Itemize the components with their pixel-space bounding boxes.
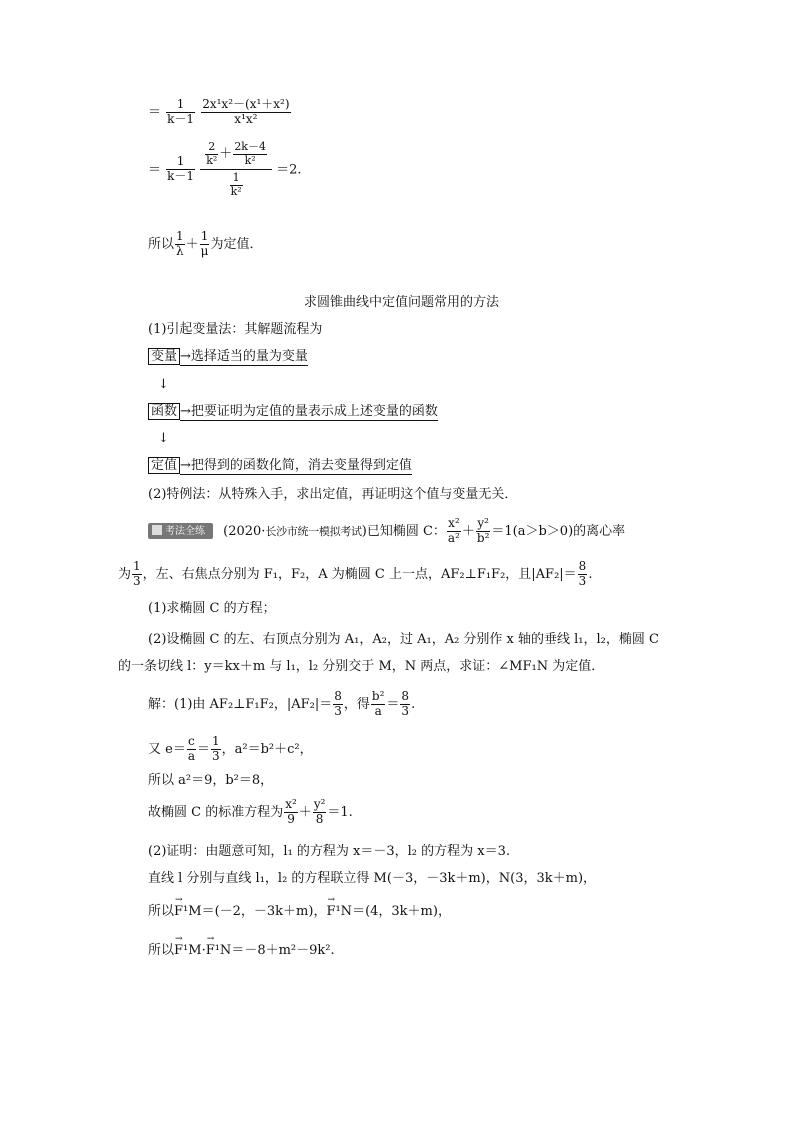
badge-icon bbox=[152, 525, 162, 535]
solution-line-8: 所以→ F¹M·→ F¹N＝－8＋m²－9k². bbox=[148, 944, 335, 957]
vector-f1n: → F¹N bbox=[326, 905, 352, 918]
conclusion-line: 所以 $\frac{1}{\lambda}$ ＋ $\frac{1}{\mu}$ 为定值． bbox=[148, 229, 263, 258]
flow-arrow-down-icon: ↓ bbox=[158, 431, 169, 446]
result-value: ＝2. bbox=[276, 162, 302, 178]
method-item-2: (2)特例法：从特殊入手，求出定值，再证明这个值与变量无关． bbox=[148, 487, 518, 502]
fraction-1-over-k-minus-1: $\frac{1}{k-1}$ bbox=[167, 154, 195, 184]
flow-step-variable: 变量 →选择适当的量为变量 bbox=[148, 350, 308, 363]
exercise-badge: 考法全练 bbox=[148, 523, 213, 539]
fraction-x-expression: $\frac{\text{2x¹x²－(x¹＋x²)}}{\text{x¹x²}}$ bbox=[202, 97, 290, 126]
solution-line-4: 故椭圆 C 的标准方程为 $\frac{\text{x²}}{9}$ ＋ $\frac{\text{y²}}{8}$ ＝1. bbox=[148, 797, 353, 826]
question-2-line-1: (2)设椭圆 C 的左、右顶点分别为 A₁，A₂，过 A₁，A₂ 分别作 x 轴的垂线 l₁，l₂，椭圆 C bbox=[148, 632, 659, 647]
equals-sign: ＝ bbox=[148, 162, 162, 178]
complex-fraction-denominator: $\frac{1}{\text{k²}}$ bbox=[230, 171, 242, 198]
vector-f1n: → F¹N bbox=[206, 944, 232, 957]
exercise-line-1: 考法全练 (2020·长沙市统一模拟考试)已知椭圆 C： $\frac{\text{x²}}{\text{a²}}$ ＋ $\frac{\text{y²}}{\text{b²}}$ ＝1(a＞b＞0)的离心率 bbox=[148, 517, 625, 546]
solution-line-2: 又 e＝ $\frac{c}{a}$ ＝ $\frac{1}{3}$ ，a²＝b²＋c²， bbox=[148, 734, 313, 763]
equals-sign: ＝ bbox=[148, 104, 162, 120]
vector-f1m: → F¹M bbox=[174, 944, 202, 957]
flow-step-function: 函数 →把要证明为定值的量表示成上述变量的函数 bbox=[148, 405, 438, 418]
flow-arrow-down-icon: ↓ bbox=[158, 377, 169, 392]
solution-line-7: 所以→ F¹M＝(－2，－3k＋m)，→ F¹N＝(4，3k＋m)， bbox=[148, 905, 451, 918]
flow-step-constant: 定值 →把得到的函数化简，消去变量得到定值 bbox=[148, 459, 412, 472]
question-1: (1)求椭圆 C 的方程； bbox=[148, 601, 276, 616]
complex-fraction bbox=[200, 141, 272, 199]
complex-fraction-numerator: $\frac{2}{\text{k²}}$ ＋ $\frac{2k-4}{\text{k²}}$ bbox=[200, 141, 272, 170]
vector-f1m: → F¹M bbox=[174, 905, 202, 918]
solution-line-5: (2)证明：由题意可知，l₁ 的方程为 x＝－3，l₂ 的方程为 x＝3. bbox=[148, 844, 511, 859]
solution-line-6: 直线 l 分别与直线 l₁，l₂ 的方程联立得 M(－3，－3k＋m)，N(3，3k＋m)， bbox=[148, 871, 597, 886]
solution-line-3: 所以 a²＝9，b²＝8， bbox=[148, 773, 274, 788]
fraction-1-over-k-minus-1: $\frac{1}{k-1}$ bbox=[167, 97, 195, 126]
solution-line-1: 解：(1)由 AF₂⊥F₁F₂，|AF₂|＝ $\frac{8}{3}$ ，得 $\frac{\text{b²}}{a}$ ＝ $\frac{8}{3}$ . bbox=[148, 689, 416, 718]
method-heading: 求圆锥曲线中定值问题常用的方法 bbox=[304, 295, 500, 310]
exercise-line-2: 为 $\frac{1}{3}$ ，左、右焦点分别为 F₁，F₂，A 为椭圆 C 上一点，AF₂⊥F₁F₂，且|AF₂|＝ $\frac{8}{3}$ . bbox=[118, 559, 593, 588]
question-2-line-2: 的一条切线 l：y＝kx＋m 与 l₁，l₂ 分别交于 M，N 两点，求证：∠MF₁N 为定值． bbox=[118, 659, 605, 674]
method-item-1: (1)引起变量法：其解题流程为 bbox=[148, 322, 323, 337]
equation-line-2 bbox=[148, 141, 302, 199]
equation-line-1 bbox=[148, 98, 292, 127]
